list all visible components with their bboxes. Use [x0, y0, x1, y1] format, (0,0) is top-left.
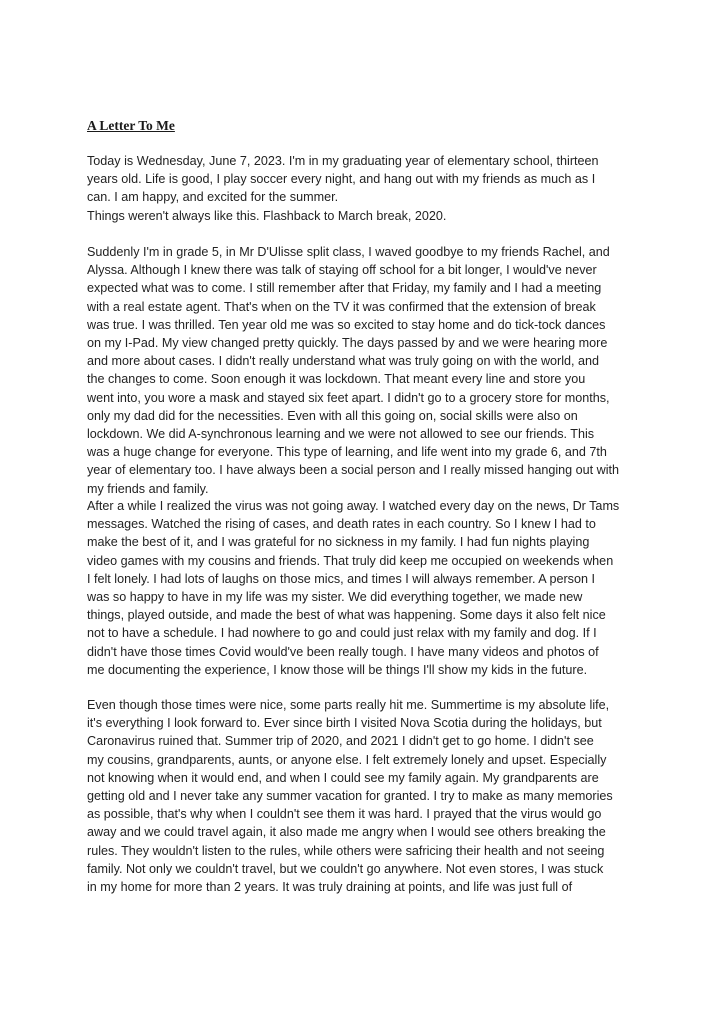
text-line: away and we could travel again, it also made me angry when I would see others breaking the — [87, 825, 606, 840]
text-line: not knowing when it would end, and when I could see my family again. My grandparents are — [87, 770, 599, 785]
paragraph-coping — [87, 497, 619, 679]
text-line: Suddenly I'm in grade 5, in Mr D'Ulisse split class, I waved goodbye to my friends Rachel, and — [87, 245, 610, 259]
text-line: was true. I was thrilled. Ten year old me was so excited to stay home and do tick-tock dances — [87, 317, 606, 332]
text-line: my friends and family. — [87, 481, 209, 496]
text-line: in my home for more than 2 years. It was truly draining at points, and life was just full of — [87, 880, 573, 895]
paragraph-lockdown — [87, 243, 619, 498]
text-line: it's everything I look forward to. Ever since birth I visited Nova Scotia during the holidays, but — [87, 716, 602, 731]
text-line: I felt lonely. I had lots of laughs on those mics, and times I will always remember. A person I — [87, 571, 595, 586]
text-line: expected what was to come. I still remember after that Friday, my family and I had a meeting — [87, 281, 602, 296]
text-line: Even though those times were nice, some parts really hit me. Summertime is my absolute life, — [87, 698, 610, 712]
letter-title: A Letter To Me — [87, 118, 175, 133]
text-line: can. I am happy, and excited for the summer. — [87, 190, 339, 205]
text-line: Today is Wednesday, June 7, 2023. I'm in my graduating year of elementary school, thirteen — [87, 154, 599, 168]
text-line: Things weren't always like this. Flashback to March break, 2020. — [87, 208, 447, 223]
text-line: year of elementary too. I have always been a social person and I really missed hanging out with — [87, 463, 620, 478]
text-line: and more about cases. I didn't really understand what was truly going on with the world, and — [87, 354, 600, 369]
text-line: didn't have those times Covid would've been really tough. I have many videos and photos of — [87, 644, 599, 659]
text-line: went into, you wore a mask and stayed six feet apart. I didn't go to a grocery store for months, — [87, 390, 610, 405]
text-line: rules. They wouldn't listen to the rules, while others were safricing their health and not seeing — [87, 843, 605, 858]
text-line: was so happy to have in my life was my sister. We did everything together, we made new — [87, 590, 583, 605]
paragraph-summer — [87, 696, 613, 896]
text-line: things, played outside, and made the best of what was happening. Some days it also felt nice — [87, 608, 606, 623]
text-line: was a huge change for everyone. This type of learning, and life went into my grade 6, and 7th — [87, 445, 607, 460]
text-line: lockdown. We did A-synchronous learning and we were not allowed to see our friends. This — [87, 427, 595, 442]
text-line: my cousins, grandparents, aunts, or anyone else. I felt extremely lonely and upset. Especially — [87, 752, 607, 767]
text-line: the changes to come. Soon enough it was lockdown. That meant every line and store you — [87, 372, 586, 387]
paragraph-intro — [87, 152, 599, 225]
text-line: After a while I realized the virus was not going away. I watched every day on the news, Dr Tams — [87, 499, 620, 513]
text-line: family. Not only we couldn't travel, but we couldn't go anywhere. Not even stores, I was stuck — [87, 861, 604, 876]
text-line: not to have a schedule. I had nowhere to go and could just relax with my family and dog. If I — [87, 626, 597, 641]
text-line: only my dad did for the necessities. Even with all this going on, social skills were also on — [87, 408, 578, 423]
text-line: on my I-Pad. My view changed pretty quickly. The days passed by and we were hearing more — [87, 336, 608, 351]
text-line: make the best of it, and I was grateful for no sickness in my family. I had fun nights playing — [87, 535, 590, 550]
text-line: with a real estate agent. That's when on the TV it was confirmed that the extension of break — [87, 299, 596, 314]
text-line: years old. Life is good, I play soccer every night, and hang out with my friends as much as I — [87, 172, 596, 187]
text-line: Caronavirus ruined that. Summer trip of 2020, and 2021 I didn't get to go home. I didn't see — [87, 734, 594, 749]
text-line: getting old and I never take any summer vacation for granted. I try to make as many memories — [87, 789, 613, 804]
text-line: video games with my cousins and friends. That truly did keep me occupied on weekends when — [87, 553, 614, 568]
text-line: as possible, that's why when I couldn't see them it was hard. I prayed that the virus would go — [87, 807, 602, 822]
text-line: me documenting the experience, I know those will be things I'll show my kids in the future. — [87, 662, 588, 677]
text-line: messages. Watched the rising of cases, and death rates in each country. So I knew I had to — [87, 517, 596, 532]
text-line: Alyssa. Although I knew there was talk of staying off school for a bit longer, I would've never — [87, 263, 597, 278]
